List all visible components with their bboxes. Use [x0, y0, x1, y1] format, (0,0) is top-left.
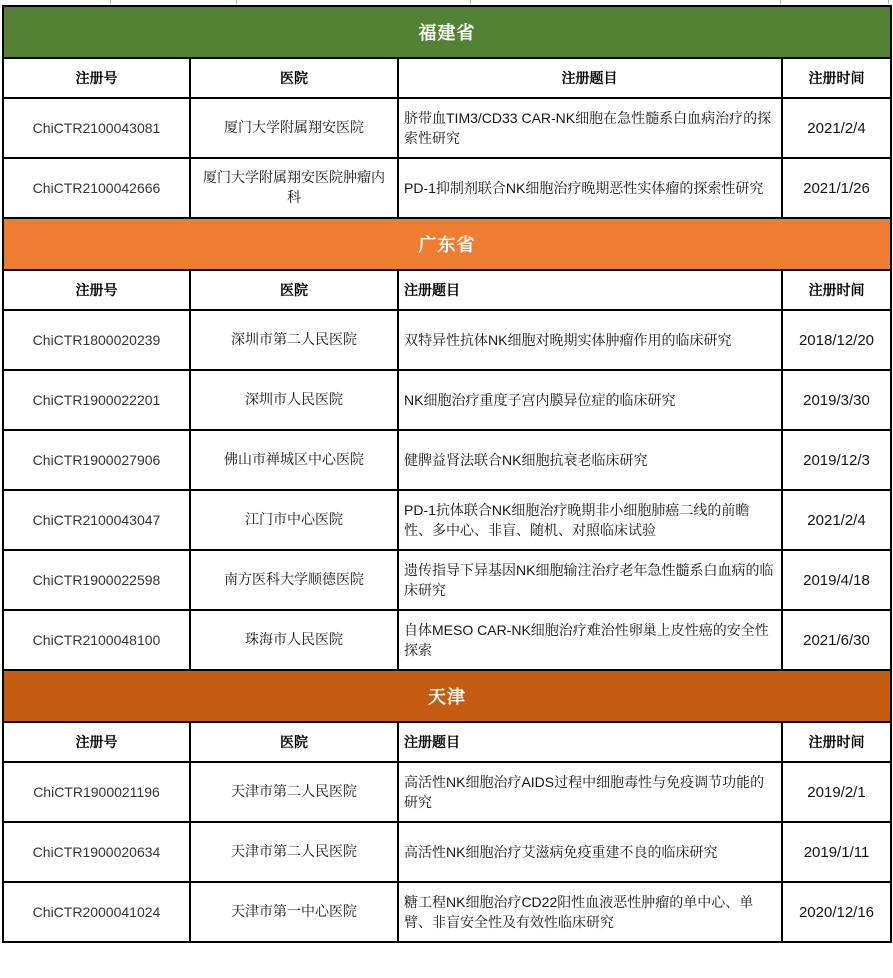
hospital-cell: 深圳市人民医院	[190, 370, 398, 430]
date-cell: 2020/12/16	[782, 882, 891, 942]
grid-tick	[236, 0, 237, 4]
table-row	[3, 762, 891, 822]
title-cell: PD-1抗体联合NK细胞治疗晚期非小细胞肺癌二线的前瞻性、多中心、非盲、随机、对照临床试验	[398, 490, 782, 550]
date-cell: 2019/1/11	[782, 822, 891, 882]
table-row	[3, 610, 891, 670]
registry-table	[2, 5, 892, 943]
table-row	[3, 550, 891, 610]
hospital-cell: 天津市第一中心医院	[190, 882, 398, 942]
grid-tick	[110, 0, 111, 4]
hospital-cell: 佛山市禅城区中心医院	[190, 430, 398, 490]
hospital-cell: 深圳市第二人民医院	[190, 310, 398, 370]
col-header-date: 注册时间	[782, 270, 891, 310]
date-cell: 2018/12/20	[782, 310, 891, 370]
title-cell: 脐带血TIM3/CD33 CAR-NK细胞在急性髓系白血病治疗的探索性研究	[398, 98, 782, 158]
title-cell: 双特异性抗体NK细胞对晚期实体肿瘤作用的临床研究	[398, 310, 782, 370]
date-cell: 2021/6/30	[782, 610, 891, 670]
table-row	[3, 158, 891, 218]
date-cell: 2019/2/1	[782, 762, 891, 822]
hospital-cell: 南方医科大学顺德医院	[190, 550, 398, 610]
grid-tick	[780, 0, 781, 4]
header-row-fujian	[3, 58, 891, 98]
hospital-cell: 天津市第二人民医院	[190, 762, 398, 822]
date-cell: 2019/4/18	[782, 550, 891, 610]
table-row	[3, 882, 891, 942]
date-cell: 2021/1/26	[782, 158, 891, 218]
table-row	[3, 98, 891, 158]
title-cell: 高活性NK细胞治疗艾滋病免疫重建不良的临床研究	[398, 822, 782, 882]
province-band-label: 广东省	[3, 218, 891, 270]
section-band-fujian	[3, 6, 891, 58]
table-row	[3, 430, 891, 490]
col-header-date: 注册时间	[782, 58, 891, 98]
col-header-hospital: 医院	[190, 270, 398, 310]
reg-no-cell: ChiCTR2100042666	[3, 158, 190, 218]
date-cell: 2019/12/3	[782, 430, 891, 490]
hospital-cell: 江门市中心医院	[190, 490, 398, 550]
reg-no-cell: ChiCTR2100048100	[3, 610, 190, 670]
col-header-title: 注册题目	[398, 270, 782, 310]
province-band-label: 福建省	[3, 6, 891, 58]
table-row	[3, 490, 891, 550]
col-header-hospital: 医院	[190, 722, 398, 762]
reg-no-cell: ChiCTR2100043081	[3, 98, 190, 158]
title-cell: NK细胞治疗重度子宫内膜异位症的临床研究	[398, 370, 782, 430]
title-cell: 健脾益肾法联合NK细胞抗衰老临床研究	[398, 430, 782, 490]
hospital-cell: 厦门大学附属翔安医院肿瘤内科	[190, 158, 398, 218]
header-row-guangdong	[3, 270, 891, 310]
col-header-reg-no: 注册号	[3, 58, 190, 98]
section-band-tianjin	[3, 670, 891, 722]
date-cell: 2019/3/30	[782, 370, 891, 430]
title-cell: PD-1抑制剂联合NK细胞治疗晚期恶性实体瘤的探索性研究	[398, 158, 782, 218]
col-header-reg-no: 注册号	[3, 270, 190, 310]
reg-no-cell: ChiCTR1800020239	[3, 310, 190, 370]
hospital-cell: 天津市第二人民医院	[190, 822, 398, 882]
title-cell: 糖工程NK细胞治疗CD22阳性血液恶性肿瘤的单中心、单臂、非盲安全性及有效性临床研究	[398, 882, 782, 942]
title-cell: 自体MESO CAR-NK细胞治疗难治性卵巢上皮性癌的安全性探索	[398, 610, 782, 670]
hospital-cell: 厦门大学附属翔安医院	[190, 98, 398, 158]
grid-tick	[888, 0, 889, 4]
reg-no-cell: ChiCTR1900027906	[3, 430, 190, 490]
table-row	[3, 310, 891, 370]
table-row	[3, 370, 891, 430]
header-row-tianjin	[3, 722, 891, 762]
date-cell: 2021/2/4	[782, 490, 891, 550]
reg-no-cell: ChiCTR2000041024	[3, 882, 190, 942]
table-row	[3, 822, 891, 882]
reg-no-cell: ChiCTR1900020634	[3, 822, 190, 882]
reg-no-cell: ChiCTR1900022201	[3, 370, 190, 430]
col-header-title: 注册题目	[398, 58, 782, 98]
title-cell: 遗传指导下异基因NK细胞输注治疗老年急性髓系白血病的临床研究	[398, 550, 782, 610]
title-cell: 高活性NK细胞治疗AIDS过程中细胞毒性与免疫调节功能的研究	[398, 762, 782, 822]
hospital-cell: 珠海市人民医院	[190, 610, 398, 670]
col-header-date: 注册时间	[782, 722, 891, 762]
section-band-guangdong	[3, 218, 891, 270]
date-cell: 2021/2/4	[782, 98, 891, 158]
col-header-hospital: 医院	[190, 58, 398, 98]
reg-no-cell: ChiCTR1900021196	[3, 762, 190, 822]
reg-no-cell: ChiCTR1900022598	[3, 550, 190, 610]
reg-no-cell: ChiCTR2100043047	[3, 490, 190, 550]
col-header-reg-no: 注册号	[3, 722, 190, 762]
grid-tick	[470, 0, 471, 4]
province-band-label: 天津	[3, 670, 891, 722]
col-header-title: 注册题目	[398, 722, 782, 762]
